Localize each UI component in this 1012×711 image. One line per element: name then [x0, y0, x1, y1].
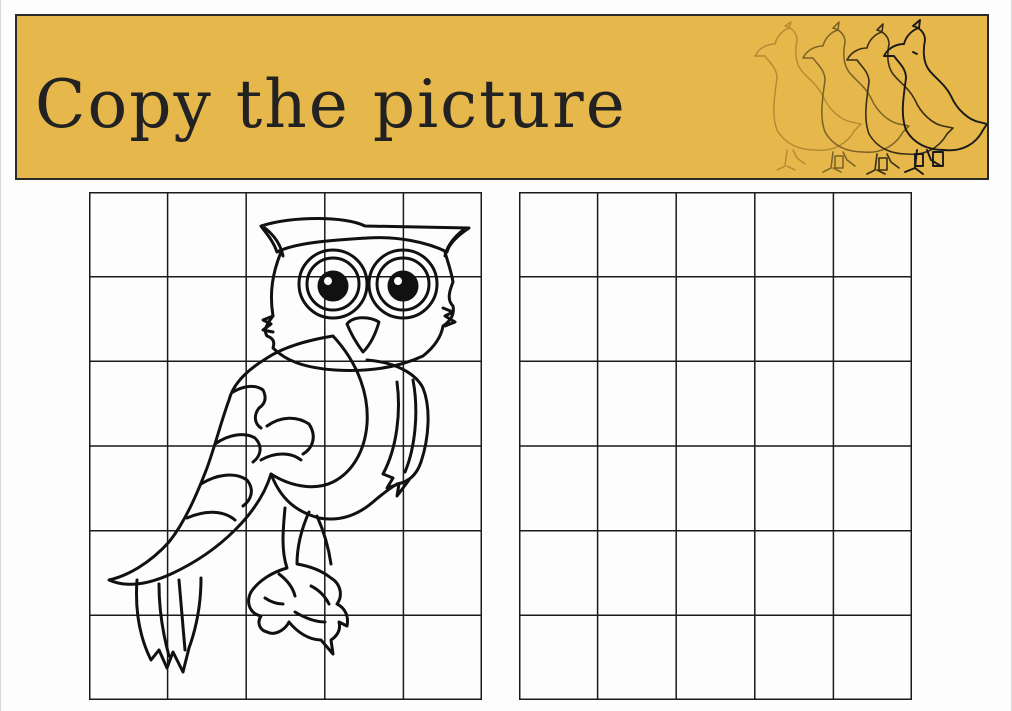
- owl-leg: [249, 508, 348, 654]
- page-title: Copy the picture: [35, 66, 627, 143]
- goose-outline-4: [884, 20, 987, 174]
- owl-right-eye: [369, 250, 437, 318]
- owl-beak: [347, 318, 379, 352]
- geese-illustration: [737, 18, 987, 180]
- owl-left-eye: [299, 250, 367, 318]
- owl-drawing: [97, 212, 477, 682]
- title-banner: [15, 14, 989, 180]
- goose-outline-2: [803, 22, 909, 172]
- owl-tail: [137, 578, 201, 672]
- copy-grid: [519, 192, 912, 700]
- owl-head-top: [261, 219, 469, 253]
